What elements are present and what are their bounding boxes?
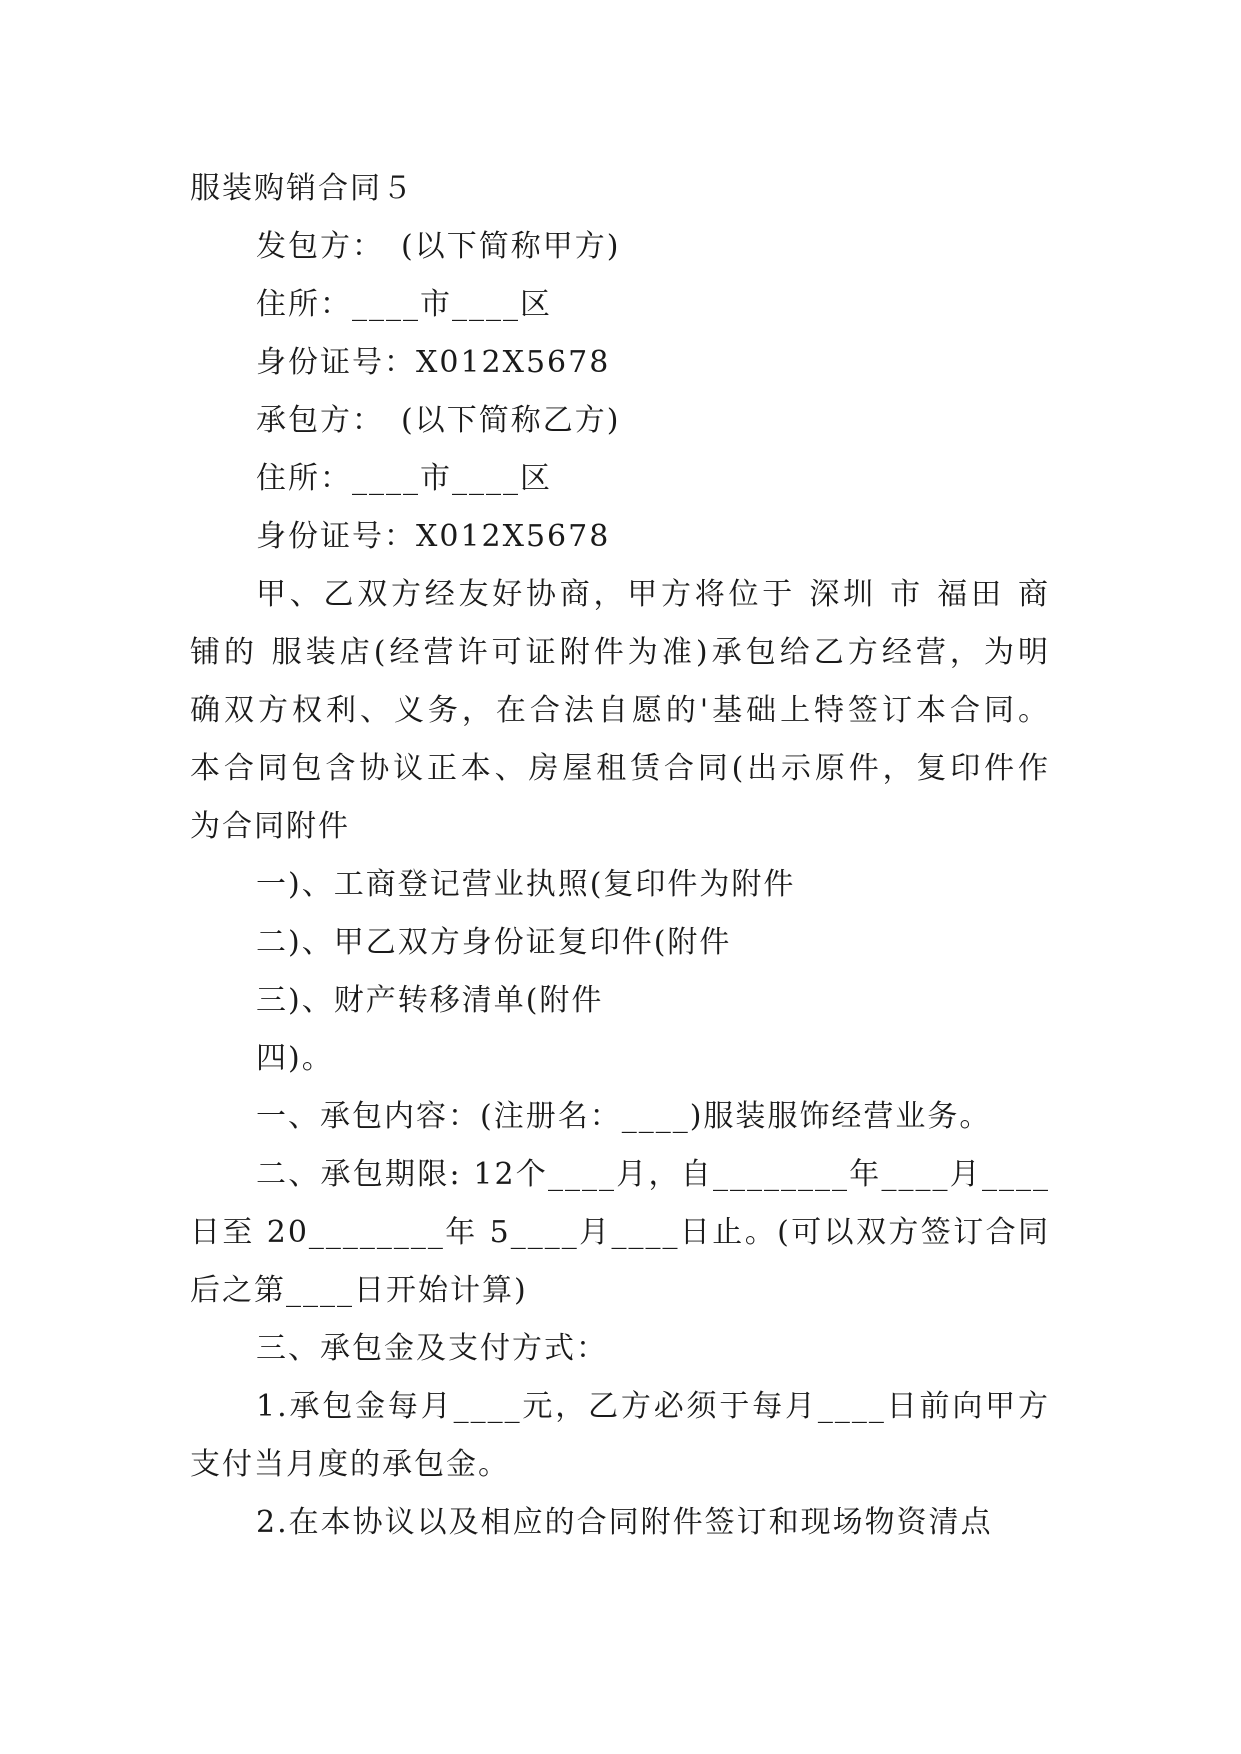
party-b-address: 住所：____市____区 [256, 461, 552, 496]
preamble-line-4: 本合同包含协议正本、房屋租赁合同(出示原件，复印件作 [190, 751, 1050, 786]
clause-3-item-2-line-1: 2.在本协议以及相应的合同附件签订和现场物资清点 [256, 1505, 993, 1540]
clause-3-item-1-line-1: 1.承包金每月____元，乙方必须于每月____日前向甲方 [256, 1389, 1050, 1424]
party-a-address: 住所：____市____区 [256, 287, 552, 322]
document-title: 服装购销合同５ [190, 171, 414, 206]
clause-1-contract-content: 一、承包内容：(注册名：____)服装服饰经营业务。 [256, 1099, 992, 1134]
party-a-line: 发包方： (以下简称甲方) [256, 229, 621, 264]
party-a-id-number: 身份证号：X012X5678 [256, 345, 611, 380]
attachment-item-3: 三)、财产转移清单(附件 [256, 983, 604, 1018]
clause-2-term-line-1: 二、承包期限: 12个____月，自________年____月____ [256, 1157, 1050, 1192]
clause-2-term-line-2: 日至 20________年 5____月____日止。(可以双方签订合同 [190, 1215, 1050, 1250]
clause-3-item-1-line-2: 支付当月度的承包金。 [190, 1447, 510, 1482]
party-b-line: 承包方： (以下简称乙方) [256, 403, 621, 438]
attachment-item-2: 二)、甲乙双方身份证复印件(附件 [256, 925, 732, 960]
clause-3-heading: 三、承包金及支付方式： [256, 1331, 608, 1366]
attachment-item-1: 一)、工商登记营业执照(复印件为附件 [256, 867, 796, 902]
document-body [190, 160, 1050, 1552]
clause-2-term-line-3: 后之第____日开始计算) [190, 1273, 528, 1308]
preamble-line-5: 为合同附件 [190, 809, 350, 844]
preamble-line-3: 确双方权利、义务，在合法自愿的'基础上特签订本合同。 [190, 693, 1050, 728]
party-b-id-number: 身份证号：X012X5678 [256, 519, 611, 554]
attachment-item-4: 四)。 [256, 1041, 334, 1076]
preamble-line-1: 甲、乙双方经友好协商，甲方将位于 深圳 市 福田 商 [256, 577, 1050, 612]
preamble-line-2: 铺的 服装店(经营许可证附件为准)承包给乙方经营，为明 [190, 635, 1050, 670]
